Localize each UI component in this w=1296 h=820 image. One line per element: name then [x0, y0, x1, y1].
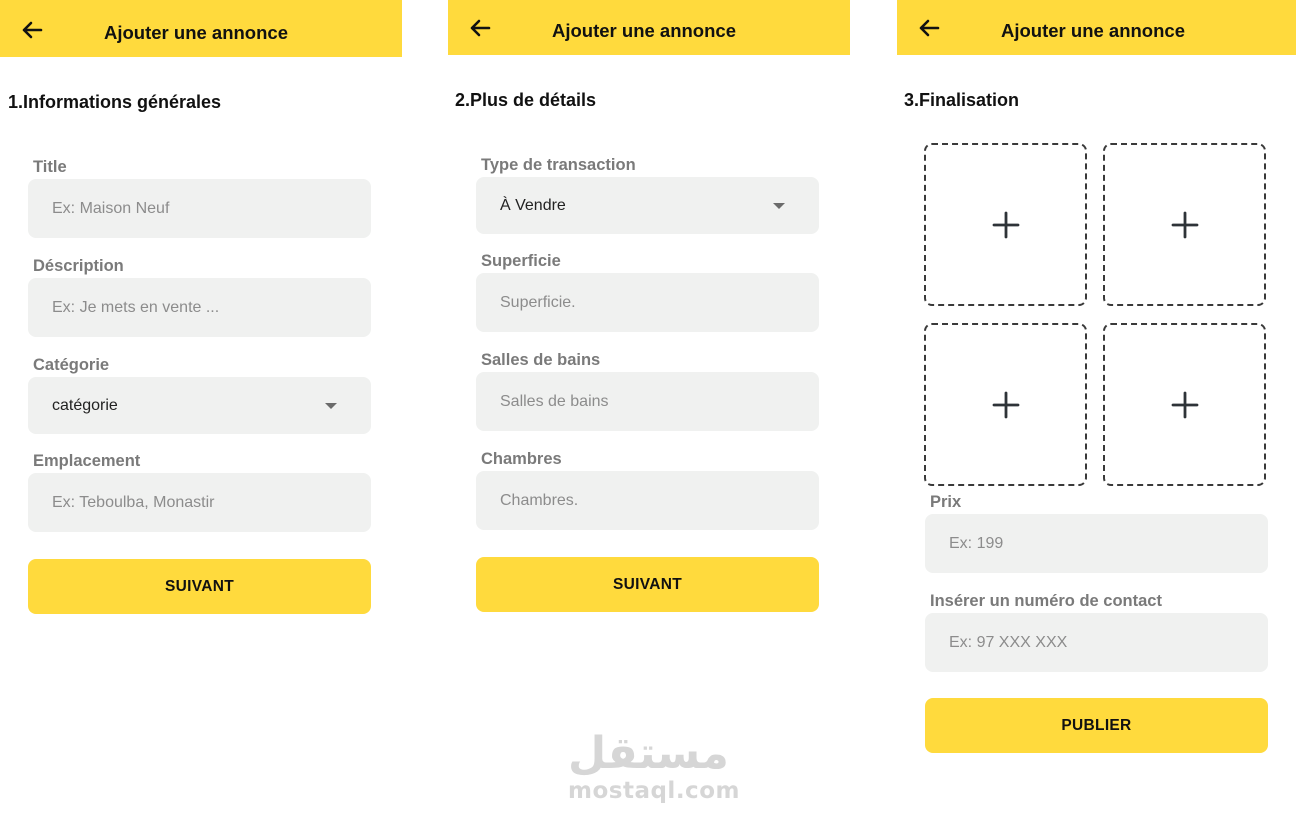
- screen-more-details: [448, 0, 850, 820]
- plus-icon: [992, 391, 1020, 419]
- plus-icon: [992, 211, 1020, 239]
- location-input[interactable]: Ex: Teboulba, Monastir: [28, 473, 371, 532]
- watermark-logo: [568, 728, 740, 804]
- add-photo-slot[interactable]: [924, 323, 1087, 486]
- app-bar: [897, 0, 1296, 55]
- title-label: Title: [33, 158, 67, 176]
- title-input[interactable]: Ex: Maison Neuf: [28, 179, 371, 238]
- location-label: Emplacement: [33, 452, 141, 470]
- step-title: 2.Plus de détails: [455, 90, 597, 110]
- caret-down-icon: [773, 203, 785, 209]
- transaction-type-label: Type de transaction: [481, 156, 636, 174]
- app-bar: [0, 0, 402, 57]
- bedrooms-input[interactable]: Chambres.: [476, 471, 819, 530]
- next-button[interactable]: SUIVANT: [28, 559, 371, 614]
- step-title: 3.Finalisation: [904, 90, 1020, 110]
- bathrooms-input[interactable]: Salles de bains: [476, 372, 819, 431]
- caret-down-icon: [325, 403, 337, 409]
- category-select[interactable]: [28, 377, 371, 434]
- app-bar: [448, 0, 850, 55]
- price-input[interactable]: Ex: 199: [925, 514, 1268, 573]
- transaction-type-select[interactable]: [476, 177, 819, 234]
- bedrooms-label: Chambres: [481, 450, 562, 468]
- page-title: Ajouter une annonce: [104, 22, 288, 43]
- publish-button[interactable]: PUBLIER: [925, 698, 1268, 753]
- watermark-latin: mostaql.com: [568, 778, 740, 804]
- contact-number-input[interactable]: Ex: 97 XXX XXX: [925, 613, 1268, 672]
- watermark-arabic: مستقل: [568, 728, 729, 779]
- area-input[interactable]: Superficie.: [476, 273, 819, 332]
- add-photo-slot[interactable]: [924, 143, 1087, 306]
- transaction-type-value: À Vendre: [500, 196, 566, 214]
- screen-finalisation: [897, 0, 1296, 820]
- step-title: 1.Informations générales: [8, 92, 222, 112]
- plus-icon: [1171, 391, 1199, 419]
- area-label: Superficie: [481, 252, 561, 270]
- bathrooms-label: Salles de bains: [481, 351, 601, 369]
- description-input[interactable]: Ex: Je mets en vente ...: [28, 278, 371, 337]
- category-value: catégorie: [52, 396, 118, 414]
- page-title: Ajouter une annonce: [1001, 20, 1185, 41]
- category-label: Catégorie: [33, 356, 110, 374]
- screen-general-info: [0, 0, 402, 820]
- contact-label: Insérer un numéro de contact: [930, 592, 1162, 610]
- page-title: Ajouter une annonce: [552, 20, 736, 41]
- next-button[interactable]: SUIVANT: [476, 557, 819, 612]
- add-photo-slot[interactable]: [1103, 143, 1266, 306]
- add-photo-slot[interactable]: [1103, 323, 1266, 486]
- price-label: Prix: [930, 493, 962, 511]
- description-label: Déscription: [33, 257, 124, 275]
- plus-icon: [1171, 211, 1199, 239]
